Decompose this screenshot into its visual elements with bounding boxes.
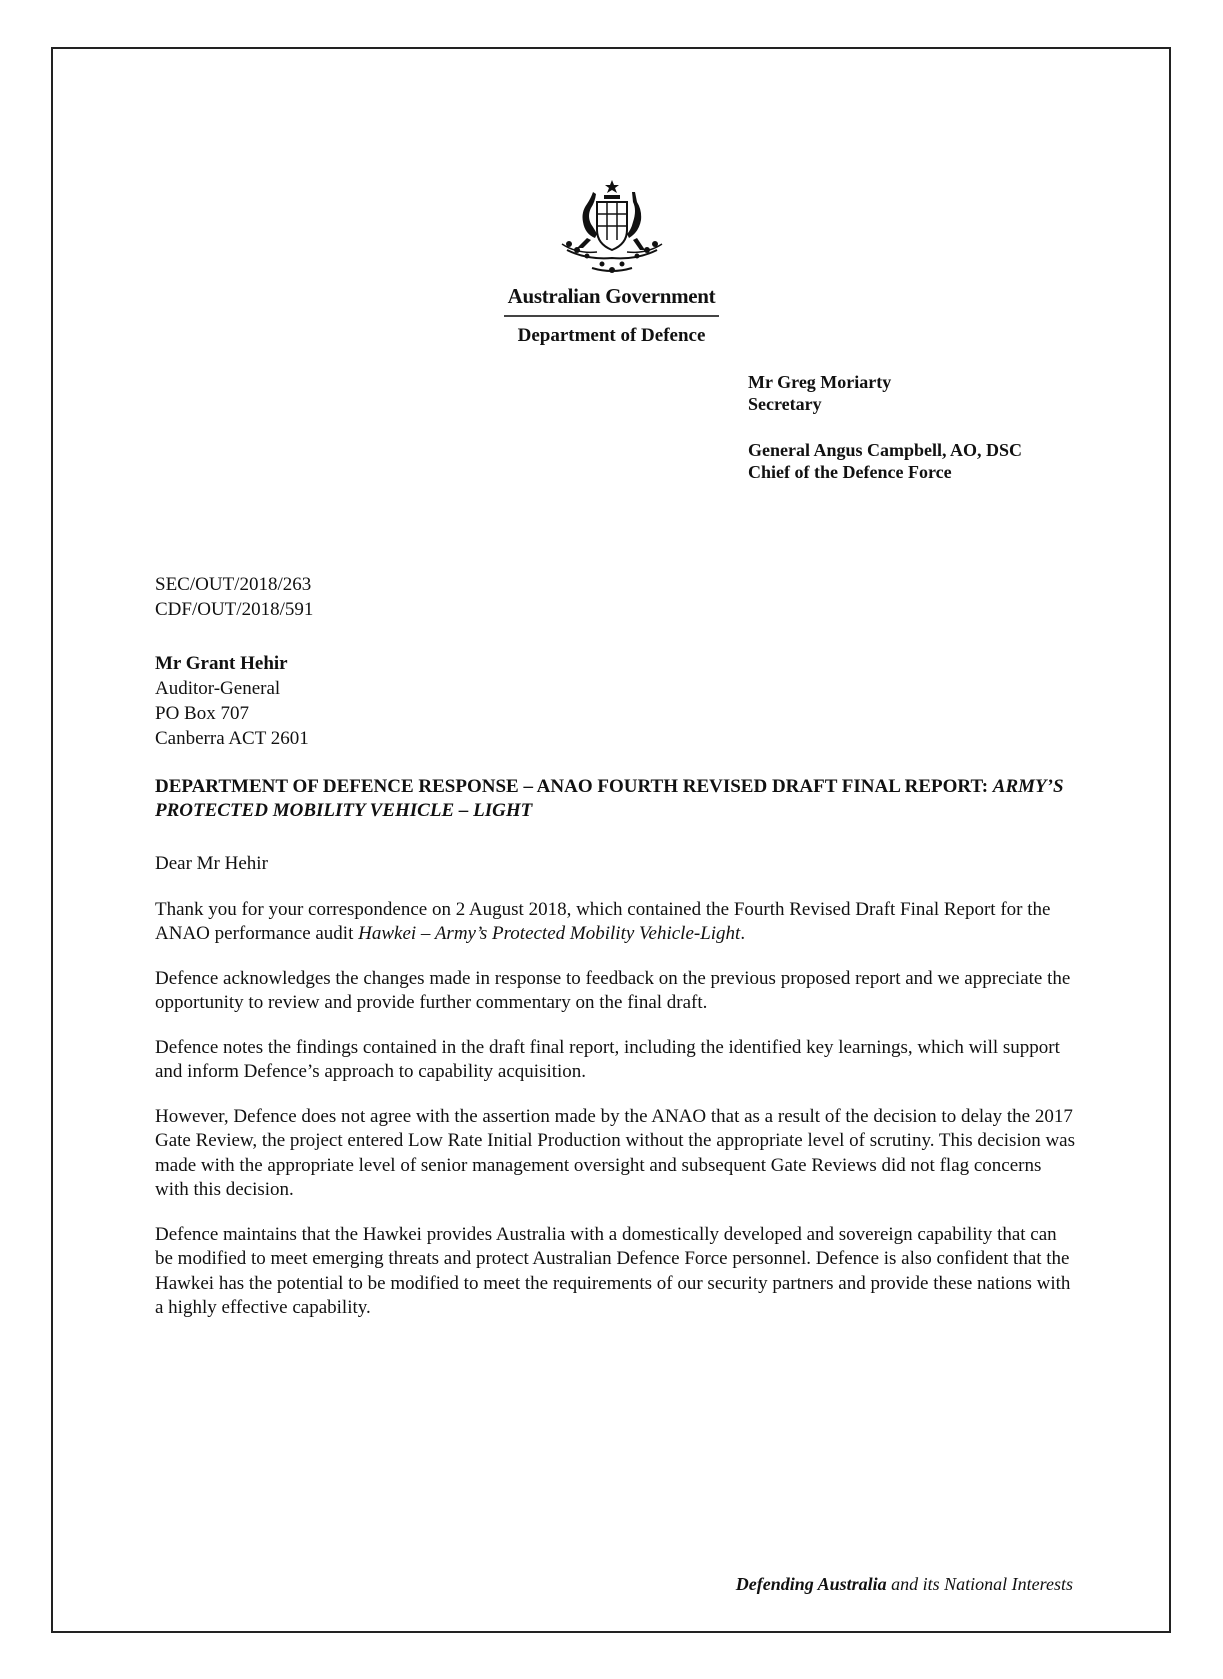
paragraph-suffix: . — [740, 923, 746, 944]
department-name: Department of Defence — [517, 325, 706, 346]
subject-report-title: ARMY’S PROTECTED MOBILITY VEHICLE – LIGHT — [155, 776, 1064, 821]
recipient-name: Mr Grant Hehir — [155, 653, 288, 674]
signatory-name: General Angus Campbell, AO, DSC — [748, 440, 1023, 460]
recipient-line: Auditor-General — [155, 678, 281, 699]
body-paragraph: Defence acknowledges the changes made in response to feedback on the previous proposed report and we appreciate the opportunity to review and provide further commentary on the final draft. — [155, 967, 1071, 1013]
reference-numbers — [155, 572, 313, 622]
paragraph-text: Thank you for your correspondence on 2 August 2018, which contained the Fourth Revised Draft Final Report for the ANAO performance audit — [155, 898, 1051, 944]
body-paragraph: Defence maintains that the Hawkei provides Australia with a domestically developed and sovereign capability that can be modified to meet emerging threats and protect Australian Defence Force personnel. Defence is also confident that the Hawkei has the potential to be modified to meet the requirements of our security partners and provide these nations with a highly effective capability. — [155, 1223, 1071, 1318]
signatory — [748, 439, 1022, 483]
reference-number: CDF/OUT/2018/591 — [155, 599, 314, 620]
recipient-line: PO Box 707 — [155, 703, 249, 724]
tagline-rest: and its National Interests — [886, 1574, 1073, 1594]
government-name: Australian Government — [504, 280, 720, 317]
audit-title: Hawkei – Army’s Protected Mobility Vehicle-Light — [358, 923, 741, 944]
recipient-line: Canberra ACT 2601 — [155, 728, 309, 749]
tagline-bold: Defending Australia — [735, 1574, 887, 1594]
subject-prefix: DEPARTMENT OF DEFENCE RESPONSE – ANAO FOURTH REVISED DRAFT FINAL REPORT: — [155, 776, 993, 797]
signatory — [748, 371, 1022, 415]
signatory-name: Mr Greg Moriarty — [748, 372, 892, 392]
signatories-block — [748, 371, 1022, 483]
recipient-address — [155, 651, 309, 751]
salutation: Dear Mr Hehir — [155, 853, 268, 874]
footer-tagline — [736, 1574, 1073, 1595]
signatory-title: Chief of the Defence Force — [748, 462, 952, 482]
signatory-title: Secretary — [748, 394, 822, 414]
body-paragraph: However, Defence does not agree with the assertion made by the ANAO that as a result of the decision to delay the 2017 Gate Review, the project entered Low Rate Initial Production without the appropriate level of scrutiny. This decision was made with the appropriate level of senior management oversight and subsequent Gate Reviews did not flag concerns with this decision. — [155, 1105, 1076, 1200]
coat-of-arms-icon — [547, 178, 677, 278]
body-paragraph: Defence notes the findings contained in the draft final report, including the identified key learnings, which will support and inform Defence’s approach to capability acquisition. — [155, 1036, 1060, 1082]
body-paragraph — [155, 898, 1075, 947]
letter-body — [155, 852, 1075, 1341]
letterhead — [0, 178, 1223, 347]
reference-number: SEC/OUT/2018/263 — [155, 574, 312, 595]
subject-line — [155, 775, 1075, 823]
